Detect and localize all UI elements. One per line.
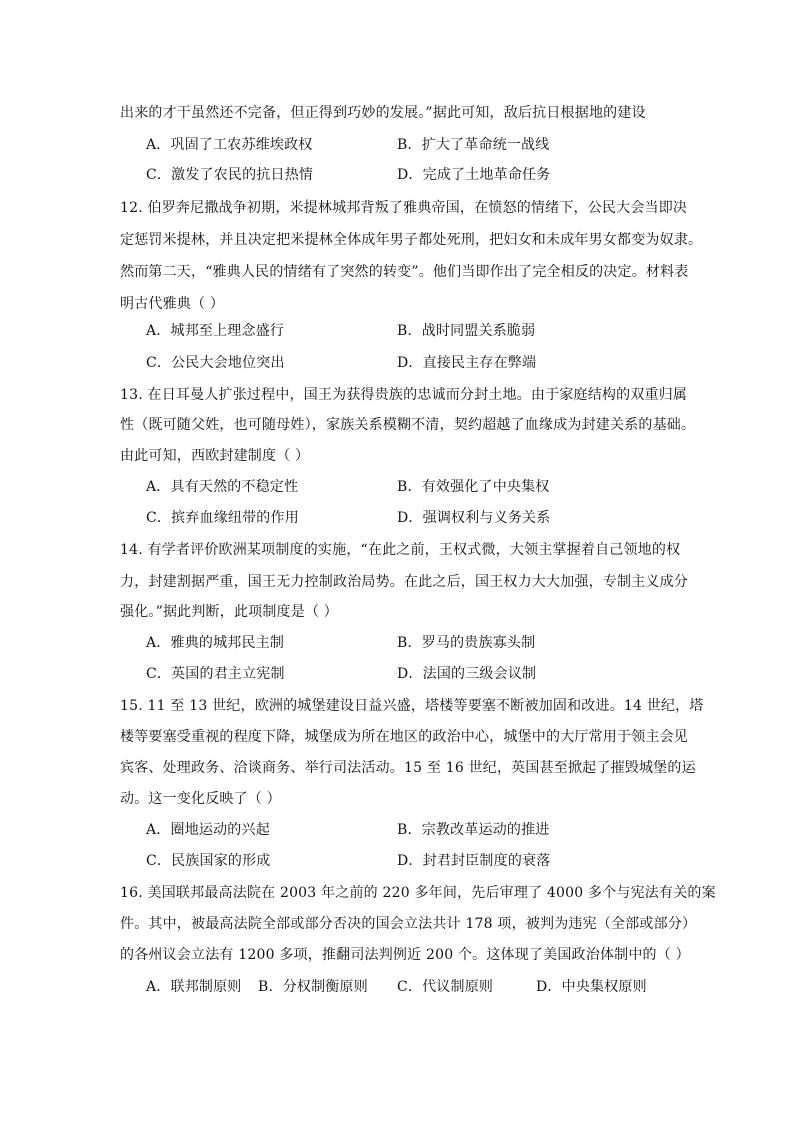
q16-option-a: A．联邦制原则 [146, 979, 242, 995]
q12-stem-line-1: 12. 伯罗奔尼撒战争初期，米提林城邦背叛了雅典帝国，在愤怒的情绪下，公民大会当即决 [120, 200, 688, 216]
q11-option-b: B．扩大了革命统一战线 [397, 137, 550, 153]
q15-stem-line-3: 宾客、处理政务、洽谈商务、举行司法活动。15 至 16 世纪，英国甚至掀起了摧毁城堡的运 [120, 760, 696, 776]
q15-option-a: A．圈地运动的兴起 [146, 822, 270, 838]
q14-stem-line-3: 强化。”据此判断，此项制度是（ ） [120, 604, 339, 620]
q15-option-c: C．民族国家的形成 [146, 853, 271, 869]
q16-option-d: D．中央集权原则 [536, 979, 647, 995]
q12-option-b: B．战时同盟关系脆弱 [397, 323, 536, 339]
q16-stem-line-3: 的各州议会立法有 1200 多项，推翻司法判例近 200 个。这体现了美国政治体制中的（ ） [120, 947, 690, 963]
q14-stem-line-2: 力，封建割据严重，国王无力控制政治局势。在此之后，国王权力大大加强，专制主义成分 [120, 574, 688, 590]
q16-stem-line-2: 件。其中，被最高法院全部或部分否决的国会立法共计 178 项，被判为违宪（全部或部分） [120, 916, 697, 932]
q12-option-c: C．公民大会地位突出 [146, 355, 285, 371]
q12-stem-line-3: 然而第二天，“雅典人民的情绪有了突然的转变”。他们当即作出了完全相反的决定。材料表 [120, 264, 689, 280]
q13-option-c: C．摈弃血缘纽带的作用 [146, 510, 299, 526]
q14-stem-line-1: 14. 有学者评价欧洲某项制度的实施，“在此之前，王权式微，大领主掌握着自己领地的权 [120, 542, 681, 558]
q13-option-d: D．强调权利与义务关系 [397, 510, 551, 526]
q16-option-b: B．分权制衡原则 [258, 979, 368, 995]
question-11-stem-tail: 出来的才干虽然还不完备，但正得到巧妙的发展。”据此可知，敌后抗日根据地的建设 [120, 105, 646, 121]
q15-stem-line-1: 15. 11 至 13 世纪，欧洲的城堡建设日益兴盛，塔楼等要塞不断被加固和改进。14 世纪，塔 [120, 698, 704, 714]
q12-stem-line-2: 定惩罚米提林，并且决定把米提林全体成年男子都处死刑，把妇女和未成年男女都变为奴隶。 [120, 232, 703, 248]
q13-stem-line-3: 由此可知，西欧封建制度（ ） [120, 448, 310, 464]
q15-stem-line-4: 动。这一变化反映了（ ） [120, 791, 281, 807]
q14-option-a: A．雅典的城邦民主制 [146, 635, 285, 651]
q16-stem-line-1: 16. 美国联邦最高法院在 2003 年之前的 220 多年间，先后审理了 4000 多个与宪法有关的案 [120, 885, 716, 901]
q15-option-b: B．宗教改革运动的推进 [397, 822, 550, 838]
q15-stem-line-2: 楼等要塞受重视的程度下降，城堡成为所在地区的政治中心，城堡中的大厅常用于领主会见 [120, 729, 688, 745]
q14-option-d: D．法国的三级会议制 [397, 666, 537, 682]
q13-stem-line-1: 13. 在日耳曼人扩张过程中，国王为获得贵族的忠诚而分封土地。由于家庭结构的双重归属 [120, 387, 688, 403]
q15-option-d: D．封君封臣制度的衰落 [397, 853, 551, 869]
q11-option-a: A．巩固了工农苏维埃政权 [146, 137, 313, 153]
q14-option-b: B．罗马的贵族寡头制 [397, 635, 536, 651]
q11-option-d: D．完成了土地革命任务 [397, 167, 551, 183]
q13-stem-line-2: 性（既可随父姓，也可随母姓），家族关系模糊不清，契约超越了血缘成为封建关系的基础。 [120, 417, 696, 433]
q16-option-c: C．代议制原则 [397, 979, 494, 995]
q12-option-a: A．城邦至上理念盛行 [146, 323, 285, 339]
q14-option-c: C．英国的君主立宪制 [146, 666, 285, 682]
q11-option-c: C．激发了农民的抗日热情 [146, 167, 314, 183]
q13-option-b: B．有效强化了中央集权 [397, 479, 550, 495]
q12-stem-line-4: 明古代雅典（ ） [120, 296, 225, 312]
q12-option-d: D．直接民主存在弊端 [397, 355, 537, 371]
q13-option-a: A．具有天然的不稳定性 [146, 479, 299, 495]
